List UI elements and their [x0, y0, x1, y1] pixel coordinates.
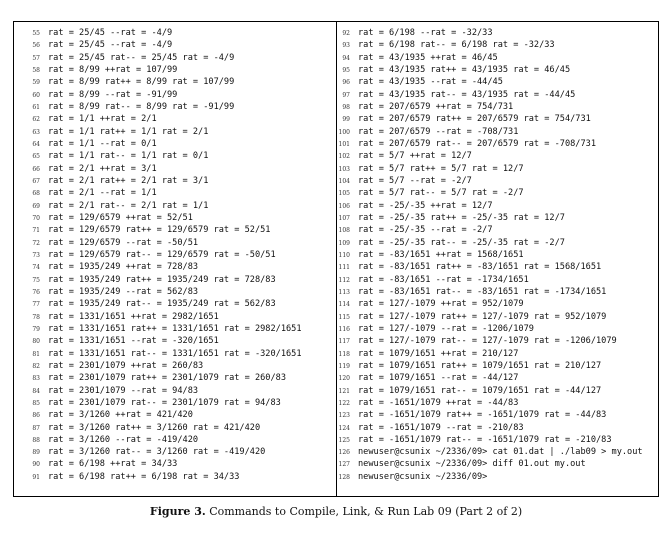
line-number: 109	[338, 239, 350, 247]
line-number: 123	[338, 412, 350, 420]
line-number: 82	[32, 362, 40, 370]
code-line	[20, 138, 330, 150]
code-text: rat = 8/99 rat-- = 8/99 rat = -91/99	[48, 101, 235, 112]
code-text: rat = 1935/249 ++rat = 728/83	[48, 262, 199, 273]
code-text: rat = 3/1260 rat-- = 3/1260 rat = -419/420	[48, 447, 266, 458]
line-number: 84	[32, 387, 40, 395]
code-text: rat = 1331/1651 ++rat = 2982/1651	[48, 311, 219, 322]
code-text: rat = 5/7 --rat = -2/7	[358, 175, 472, 186]
figure-label: Figure 3.	[149, 505, 206, 518]
line-number: 56	[32, 42, 40, 50]
line-number: 110	[338, 251, 350, 259]
code-line	[330, 27, 656, 39]
code-line	[20, 409, 330, 421]
code-text: rat = 127/-1079 ++rat = 952/1079	[358, 299, 524, 310]
code-line	[20, 237, 330, 249]
line-number: 79	[32, 325, 40, 333]
code-text: rat = 6/198 --rat = -32/33	[358, 28, 493, 38]
line-number: 119	[338, 362, 350, 370]
code-text: rat = 8/99 ++rat = 107/99	[48, 64, 178, 75]
line-number: 62	[32, 116, 40, 124]
code-line	[330, 385, 656, 397]
code-text: rat = -25/-35 ++rat = 12/7	[358, 200, 493, 211]
code-text: rat = 25/45 rat-- = 25/45 rat = -4/9	[48, 52, 235, 63]
line-number: 111	[338, 264, 350, 272]
code-line	[330, 261, 656, 273]
line-number: 106	[338, 202, 350, 210]
code-line	[20, 27, 330, 39]
line-number: 94	[342, 54, 350, 62]
code-line	[20, 200, 330, 212]
code-text: rat = -83/1651 --rat = -1734/1651	[358, 274, 529, 285]
code-text: rat = 43/1935 rat++ = 43/1935 rat = 46/45	[358, 64, 571, 75]
code-text: rat = 2/1 rat++ = 2/1 rat = 3/1	[48, 175, 209, 186]
code-text: rat = -1651/1079 --rat = -210/83	[358, 422, 524, 433]
code-line	[20, 335, 330, 347]
line-number: 81	[32, 350, 40, 358]
line-number: 127	[338, 461, 350, 469]
line-number: 93	[342, 42, 350, 50]
code-line	[330, 126, 656, 138]
line-number: 120	[338, 375, 350, 383]
line-number: 75	[32, 276, 40, 284]
line-number: 57	[32, 54, 40, 62]
code-line	[330, 113, 656, 125]
code-text: rat = 129/6579 rat-- = 129/6579 rat = -50/51	[48, 249, 276, 260]
listing-column-right	[330, 27, 656, 483]
code-text: rat = 1331/1651 rat-- = 1331/1651 rat = -320/1651	[48, 348, 302, 359]
code-text: rat = -25/-35 --rat = -2/7	[358, 225, 493, 236]
code-text: rat = 1935/249 --rat = 562/83	[48, 286, 199, 297]
code-text: rat = 129/6579 ++rat = 52/51	[48, 212, 193, 223]
code-text: rat = 5/7 ++rat = 12/7	[358, 151, 472, 162]
code-text: rat = 43/1935 rat-- = 43/1935 rat = -44/45	[358, 89, 576, 100]
code-line	[20, 126, 330, 138]
line-number: 87	[32, 424, 40, 432]
code-line	[20, 311, 330, 323]
code-text: rat = 2301/1079 --rat = 94/83	[48, 385, 199, 396]
line-number: 96	[342, 79, 350, 87]
code-line	[330, 224, 656, 236]
code-text: rat = 5/7 rat++ = 5/7 rat = 12/7	[358, 163, 524, 174]
code-line	[330, 138, 656, 150]
line-number: 83	[32, 375, 40, 383]
code-text: rat = 207/6579 rat++ = 207/6579 rat = 754/731	[358, 114, 591, 125]
line-number: 114	[338, 301, 350, 309]
code-line	[330, 323, 656, 335]
code-text: rat = -83/1651 ++rat = 1568/1651	[358, 249, 524, 260]
code-line	[330, 311, 656, 323]
code-text: rat = 1935/249 rat-- = 1935/249 rat = 562/83	[48, 299, 276, 310]
code-text: rat = 1331/1651 rat++ = 1331/1651 rat = 2982/1651	[48, 323, 302, 334]
code-line	[330, 76, 656, 88]
code-text: rat = 8/99 --rat = -91/99	[48, 89, 178, 100]
code-line	[330, 64, 656, 76]
code-text: rat = -83/1651 rat-- = -83/1651 rat = -1734/1651	[358, 286, 607, 297]
line-number: 58	[32, 66, 40, 74]
line-number: 116	[338, 325, 350, 333]
listing-column-left	[20, 27, 330, 483]
code-line	[20, 397, 330, 409]
line-number: 55	[32, 30, 40, 37]
code-line	[20, 446, 330, 458]
code-text: rat = 127/-1079 rat-- = 127/-1079 rat = -1206/1079	[358, 336, 617, 347]
code-line	[330, 286, 656, 298]
code-line	[20, 434, 330, 446]
code-line	[330, 422, 656, 434]
line-number: 97	[342, 91, 350, 99]
line-number: 88	[32, 436, 40, 444]
code-line	[330, 163, 656, 175]
code-text: rat = 2301/1079 ++rat = 260/83	[48, 360, 204, 371]
code-text: rat = 2301/1079 rat-- = 2301/1079 rat = 94/83	[48, 397, 281, 408]
line-number: 61	[32, 103, 40, 111]
code-line	[330, 89, 656, 101]
line-number: 70	[32, 214, 40, 222]
code-text: rat = 207/6579 rat-- = 207/6579 rat = -708/731	[358, 138, 596, 149]
line-number: 78	[32, 313, 40, 321]
code-text: rat = 1331/1651 --rat = -320/1651	[48, 336, 219, 347]
code-line	[330, 101, 656, 113]
code-text: rat = 129/6579 --rat = -50/51	[48, 237, 199, 248]
line-number: 74	[32, 264, 40, 272]
code-line	[20, 76, 330, 88]
line-number: 121	[338, 387, 350, 395]
line-number: 112	[338, 276, 350, 284]
line-number: 77	[32, 301, 40, 309]
line-number: 64	[32, 140, 40, 148]
code-text: rat = 1079/1651 rat++ = 1079/1651 rat = 210/127	[358, 360, 602, 371]
code-line	[20, 64, 330, 76]
code-line	[20, 274, 330, 286]
code-text: rat = 1079/1651 rat-- = 1079/1651 rat = -44/127	[358, 385, 602, 396]
code-text: newuser@csunix ~/2336/09> diff 01.out my.out	[358, 459, 586, 470]
code-line	[330, 471, 656, 483]
code-text: rat = -83/1651 rat++ = -83/1651 rat = 1568/1651	[358, 262, 602, 273]
line-number: 128	[338, 473, 350, 481]
code-line	[330, 249, 656, 261]
line-number: 76	[32, 288, 40, 296]
code-text: rat = -25/-35 rat-- = -25/-35 rat = -2/7	[358, 237, 565, 248]
code-text: rat = 1/1 rat++ = 1/1 rat = 2/1	[48, 126, 209, 137]
line-number: 102	[338, 153, 350, 161]
line-number: 89	[32, 449, 40, 457]
line-number: 101	[338, 140, 350, 148]
code-line	[330, 348, 656, 360]
code-line	[20, 348, 330, 360]
code-line	[20, 150, 330, 162]
line-number: 99	[342, 116, 350, 124]
code-text: rat = 207/6579 ++rat = 754/731	[358, 101, 514, 112]
code-line	[330, 360, 656, 372]
line-number: 115	[338, 313, 350, 321]
line-number: 125	[338, 436, 350, 444]
code-line	[330, 175, 656, 187]
code-line	[330, 274, 656, 286]
code-text: rat = 2/1 --rat = 1/1	[48, 188, 157, 199]
code-line	[330, 298, 656, 310]
line-number: 92	[342, 30, 350, 37]
code-line	[330, 187, 656, 199]
code-text: rat = 2/1 ++rat = 3/1	[48, 163, 157, 174]
line-number: 86	[32, 412, 40, 420]
code-text: rat = 129/6579 rat++ = 129/6579 rat = 52/51	[48, 225, 271, 236]
line-number: 118	[338, 350, 350, 358]
line-number: 95	[342, 66, 350, 74]
line-number: 124	[338, 424, 350, 432]
code-text: rat = 25/45 --rat = -4/9	[48, 28, 173, 38]
code-line	[20, 101, 330, 113]
line-number: 117	[338, 338, 350, 346]
line-number: 126	[338, 449, 350, 457]
code-text: rat = 1079/1651 --rat = -44/127	[358, 373, 519, 384]
code-text: rat = 6/198 ++rat = 34/33	[48, 459, 178, 470]
line-number: 105	[338, 190, 350, 198]
line-number: 63	[32, 128, 40, 136]
code-text: rat = -1651/1079 rat-- = -1651/1079 rat = -210/83	[358, 434, 612, 445]
line-number: 80	[32, 338, 40, 346]
line-number: 98	[342, 103, 350, 111]
code-text: rat = 6/198 rat-- = 6/198 rat = -32/33	[358, 40, 555, 51]
code-line	[20, 212, 330, 224]
code-line	[20, 187, 330, 199]
code-listing-frame	[13, 21, 659, 497]
line-number: 73	[32, 251, 40, 259]
line-number: 71	[32, 227, 40, 235]
code-line	[20, 52, 330, 64]
code-text: rat = 1/1 ++rat = 2/1	[48, 114, 157, 125]
code-text: rat = 207/6579 --rat = -708/731	[358, 126, 519, 137]
line-number: 103	[338, 165, 350, 173]
line-number: 113	[338, 288, 350, 296]
figure-caption	[0, 505, 672, 518]
line-number: 66	[32, 165, 40, 173]
line-number: 69	[32, 202, 40, 210]
code-line	[20, 249, 330, 261]
line-number: 60	[32, 91, 40, 99]
code-line	[20, 39, 330, 51]
code-line	[20, 163, 330, 175]
code-text: rat = 1079/1651 ++rat = 210/127	[358, 348, 519, 359]
code-text: rat = 43/1935 --rat = -44/45	[358, 77, 503, 88]
code-line	[330, 52, 656, 64]
code-text: rat = 43/1935 ++rat = 46/45	[358, 52, 498, 63]
line-number: 108	[338, 227, 350, 235]
code-line	[330, 397, 656, 409]
code-text: rat = 127/-1079 rat++ = 127/-1079 rat = 952/1079	[358, 311, 607, 322]
code-line	[20, 113, 330, 125]
code-line	[20, 458, 330, 470]
code-line	[330, 237, 656, 249]
code-line	[20, 360, 330, 372]
code-line	[330, 212, 656, 224]
code-line	[20, 224, 330, 236]
code-text: rat = 6/198 rat++ = 6/198 rat = 34/33	[48, 471, 240, 482]
code-line	[20, 261, 330, 273]
code-line	[20, 471, 330, 483]
code-line	[330, 409, 656, 421]
code-text: rat = 1/1 --rat = 0/1	[48, 138, 157, 149]
code-text: rat = 3/1260 --rat = -419/420	[48, 434, 199, 445]
line-number: 59	[32, 79, 40, 87]
code-line	[330, 434, 656, 446]
code-text: rat = 5/7 rat-- = 5/7 rat = -2/7	[358, 188, 524, 199]
code-text: rat = 1/1 rat-- = 1/1 rat = 0/1	[48, 151, 209, 162]
line-number: 67	[32, 177, 40, 185]
code-line	[330, 200, 656, 212]
line-number: 122	[338, 399, 350, 407]
code-text: rat = -1651/1079 ++rat = -44/83	[358, 397, 519, 408]
code-text: rat = 3/1260 rat++ = 3/1260 rat = 421/420	[48, 422, 261, 433]
code-line	[330, 458, 656, 470]
line-number: 85	[32, 399, 40, 407]
code-text: newuser@csunix ~/2336/09>	[358, 471, 488, 482]
code-line	[20, 372, 330, 384]
line-number: 100	[338, 128, 350, 136]
line-number: 107	[338, 214, 350, 222]
line-number: 72	[32, 239, 40, 247]
line-number: 90	[32, 461, 40, 469]
code-text: rat = 127/-1079 --rat = -1206/1079	[358, 323, 534, 334]
code-text: rat = 1935/249 rat++ = 1935/249 rat = 728/83	[48, 274, 276, 285]
code-line	[20, 286, 330, 298]
code-text: rat = -1651/1079 rat++ = -1651/1079 rat = -44/83	[358, 410, 607, 421]
code-line	[20, 298, 330, 310]
code-line	[330, 39, 656, 51]
line-number: 104	[338, 177, 350, 185]
code-text: rat = 3/1260 ++rat = 421/420	[48, 410, 193, 421]
code-text: rat = 25/45 --rat = -4/9	[48, 40, 173, 51]
code-line	[330, 335, 656, 347]
code-line	[330, 150, 656, 162]
code-text: rat = 2301/1079 rat++ = 2301/1079 rat = 260/83	[48, 373, 286, 384]
code-line	[330, 372, 656, 384]
code-text: newuser@csunix ~/2336/09> cat 01.dat | ./lab09 > my.out	[358, 447, 643, 458]
code-text: rat = 2/1 rat-- = 2/1 rat = 1/1	[48, 200, 209, 211]
line-number: 91	[32, 473, 40, 481]
line-number: 65	[32, 153, 40, 161]
code-text: rat = 8/99 rat++ = 8/99 rat = 107/99	[48, 77, 235, 88]
code-line	[20, 422, 330, 434]
code-text: rat = -25/-35 rat++ = -25/-35 rat = 12/7	[358, 212, 565, 223]
code-line	[330, 446, 656, 458]
code-line	[20, 89, 330, 101]
figure-caption-text: Commands to Compile, Link, & Run Lab 09 (Part 2 of 2)	[209, 505, 523, 518]
code-line	[20, 323, 330, 335]
code-line	[20, 385, 330, 397]
code-line	[20, 175, 330, 187]
line-number: 68	[32, 190, 40, 198]
